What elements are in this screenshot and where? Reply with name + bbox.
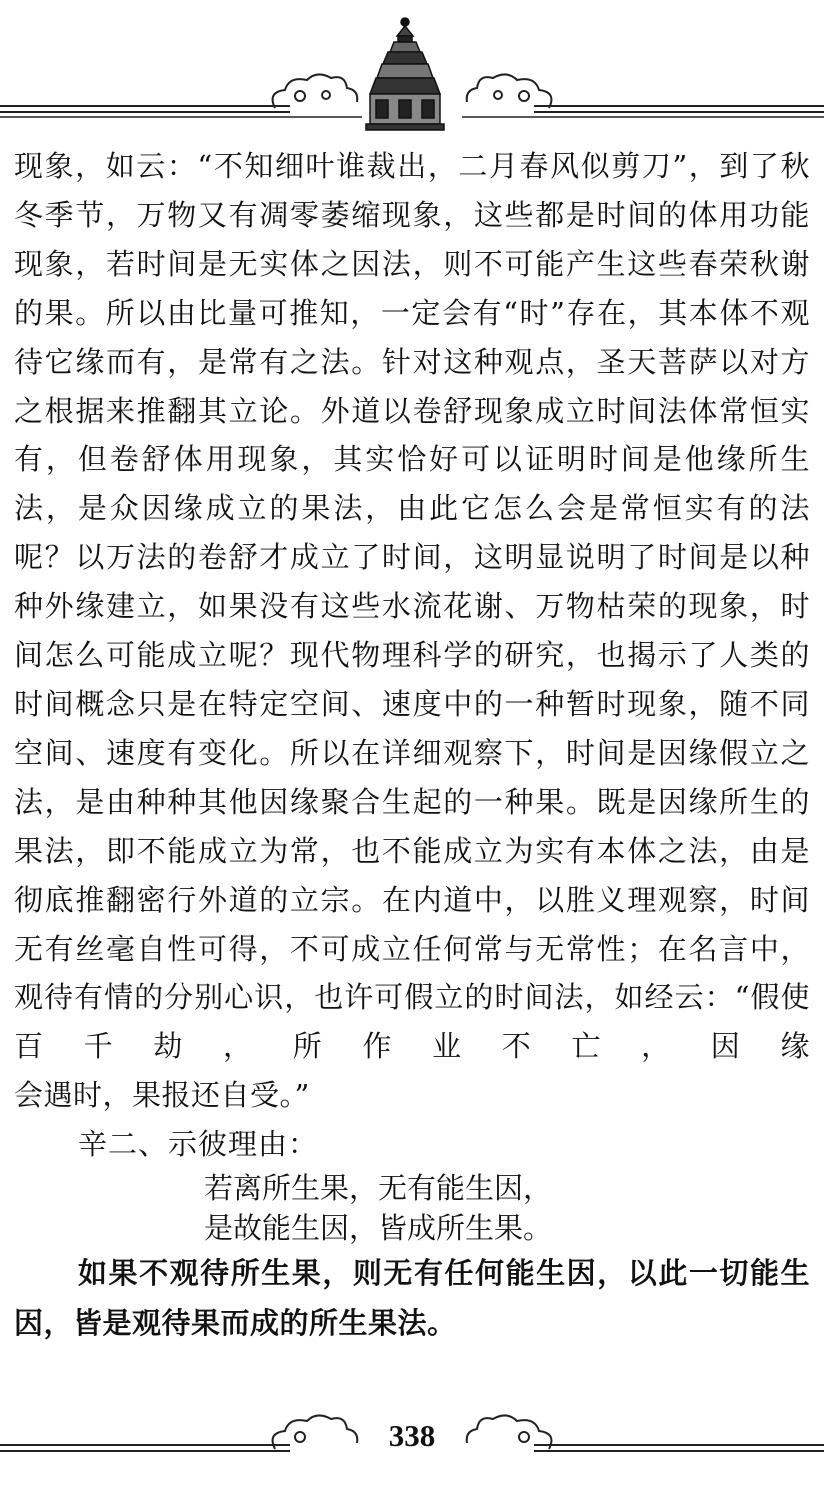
verse-line: 是故能生因，皆成所生果。 (204, 1211, 553, 1246)
body-paragraph: 现象，如云：“不知细叶谁裁出，二月春风似剪刀”，到了秋冬季节，万物又有凋零萎缩现象，这些都是时间的体用功能现象，若时间是无实体之因法，则不可能产生这些春荣秋谢的果。所以由比量可推知，一定会有“时”存在，其本体不观待它缘而有，是常有之法。针对这种观点，圣天菩萨以对方之根据来推翻其立论。外道以卷舒现象成立时间法体常恒实有，但卷舒体用现象，其实恰好可以证明时间是他缘所生法，是众因缘成立的果法，由此它怎么会是常恒实有的法呢？以万法的卷舒才成立了时间，这明显说明了时间是以种种外缘建立，如果没有这些水流花谢、万物枯荣的现象，时间怎么可能成立呢？现代物理科学的研究，也揭示了人类的时间概念只是在特定空间、速度中的一种暂时现象，随不同空间、速度有变化。所以在详细观察下，时间是因缘假立之法，是由种种其他因缘聚合生起的一种果。既是因缘所生的果法，即不能成立为常，也不能成立为实有本体之法，由是彻底推翻密行外道的立宗。在内道中，以胜义理观察，时间无有丝毫自性可得，不可成立任何常与无常性；在名言中，观待有情的分别心识，也许可假立的时间法，如经云：“假使百千劫，所作业不亡，因缘 (14, 149, 810, 1064)
commentary-paragraph: 如果不观待所生果，则无有任何能生因，以此一切能生因，皆是观待果而成的所生果法。 (14, 1256, 810, 1341)
section-heading: 辛二、示彼理由： (78, 1127, 319, 1162)
stupa-icon (366, 18, 444, 130)
cloud-scroll-icon (273, 74, 358, 108)
page-number: 338 (388, 1418, 436, 1453)
page-header-ornament (0, 0, 824, 140)
page-content (14, 142, 810, 1348)
cloud-scroll-icon (467, 74, 552, 108)
body-paragraph-end: 会遇时，果报还自受。” (14, 1078, 310, 1113)
verse-line: 若离所生果，无有能生因， (204, 1171, 553, 1206)
